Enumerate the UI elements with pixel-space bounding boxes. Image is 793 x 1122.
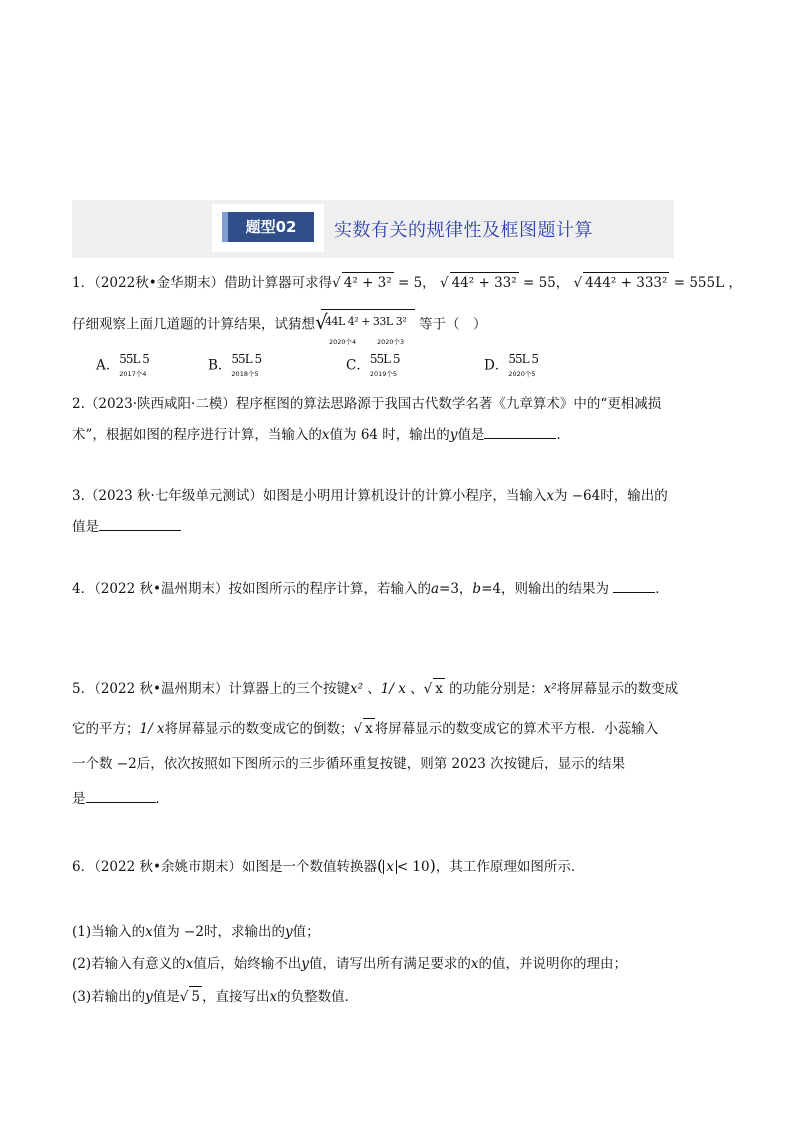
q5-line4: 是 ． (72, 788, 169, 809)
q2-line1: 2.（2023·陕西咸阳·二模）程序框图的算法思路源于我国古代数学名著《九章算术》中的“更相减损 (72, 396, 662, 412)
sqrt-expr-a: 4² + 3² (342, 272, 394, 293)
sqrt-expr-c: 444² + 333² (583, 272, 669, 293)
q6-line1: 6．（2022 秋•余姚市期末）如图是一个数值转换器( x < 10)，其工作原理如图所示． (72, 856, 585, 875)
q5-line1: 5．（2022 秋•温州期末）计算器上的三个按键x² 、1/ x 、√ x 的功能分别是：x²将屏幕显示的数变成 (72, 678, 678, 699)
answer-blank-q3[interactable] (99, 516, 181, 531)
option-b[interactable]: B． 55L 5 2018个5 (208, 352, 262, 378)
sqrt-expr-b: 44² + 33² (450, 272, 519, 293)
q3-line1: 3.（2023 秋·七年级单元测试）如图是小明用计算机设计的计算小程序，当输入x为 −64时，输出的 (72, 488, 668, 504)
q5-line3: 一个数 −2后，依次按照如下图所示的三步循环重复按键，则第 2023 次按键后，显示的结果 (72, 756, 626, 772)
q3-line2: 值是 (72, 516, 181, 537)
option-a[interactable]: A． 55L 5 2017个4 (96, 352, 149, 378)
q2-line2: 术”，根据如图的程序进行计算，当输入的x值为 64 时，输出的y值是 ． (72, 424, 570, 445)
q4-line: 4．（2022 秋•温州期末）按如图所示的程序计算，若输入的a=3，b=4，则输出的结果为 ． (72, 578, 669, 599)
q1-line1: 1．（2022秋•金华期末）借助计算器可求得√ 4² + 3² = 5， √ 44² + 33² = 55， √ 444² + 333² = 555L ， (72, 272, 742, 293)
q6-part3: (3)若输出的y值是√ 5 ，直接写出x的负整数值． (72, 986, 358, 1007)
section-title: 实数有关的规律性及框图题计算 (334, 220, 593, 241)
option-d[interactable]: D． 55L 5 2020个5 (484, 352, 539, 378)
q1-line2: 仔细观察上面几道题的计算结果，试猜想 √ 44L 4² + 33L 3² 2020个4 2020个3 等于（ ） (72, 310, 487, 346)
q6-part2: (2)若输入有意义的x值后，始终输不出y值，请写出所有满足要求的x的值，并说明你的理由； (72, 956, 628, 972)
q5-line2: 它的平方；1/ x将屏幕显示的数变成它的倒数；√ x 将屏幕显示的数变成它的算术平方根．小蕊输入 (72, 718, 658, 739)
q6-part1: (1)当输入的x值为 −2时，求输出的y值； (72, 924, 320, 940)
section-tag: 题型02 (222, 212, 314, 242)
guess-expression: √ 44L 4² + 33L 3² 2020个4 2020个3 (315, 308, 419, 342)
option-c[interactable]: C． 55L 5 2019个5 (346, 352, 400, 378)
answer-blank-q5[interactable] (86, 788, 156, 803)
answer-blank-q4[interactable] (613, 578, 655, 593)
section-tag-frame (212, 204, 324, 252)
section-banner (72, 200, 674, 258)
answer-blank-q2[interactable] (484, 424, 556, 439)
